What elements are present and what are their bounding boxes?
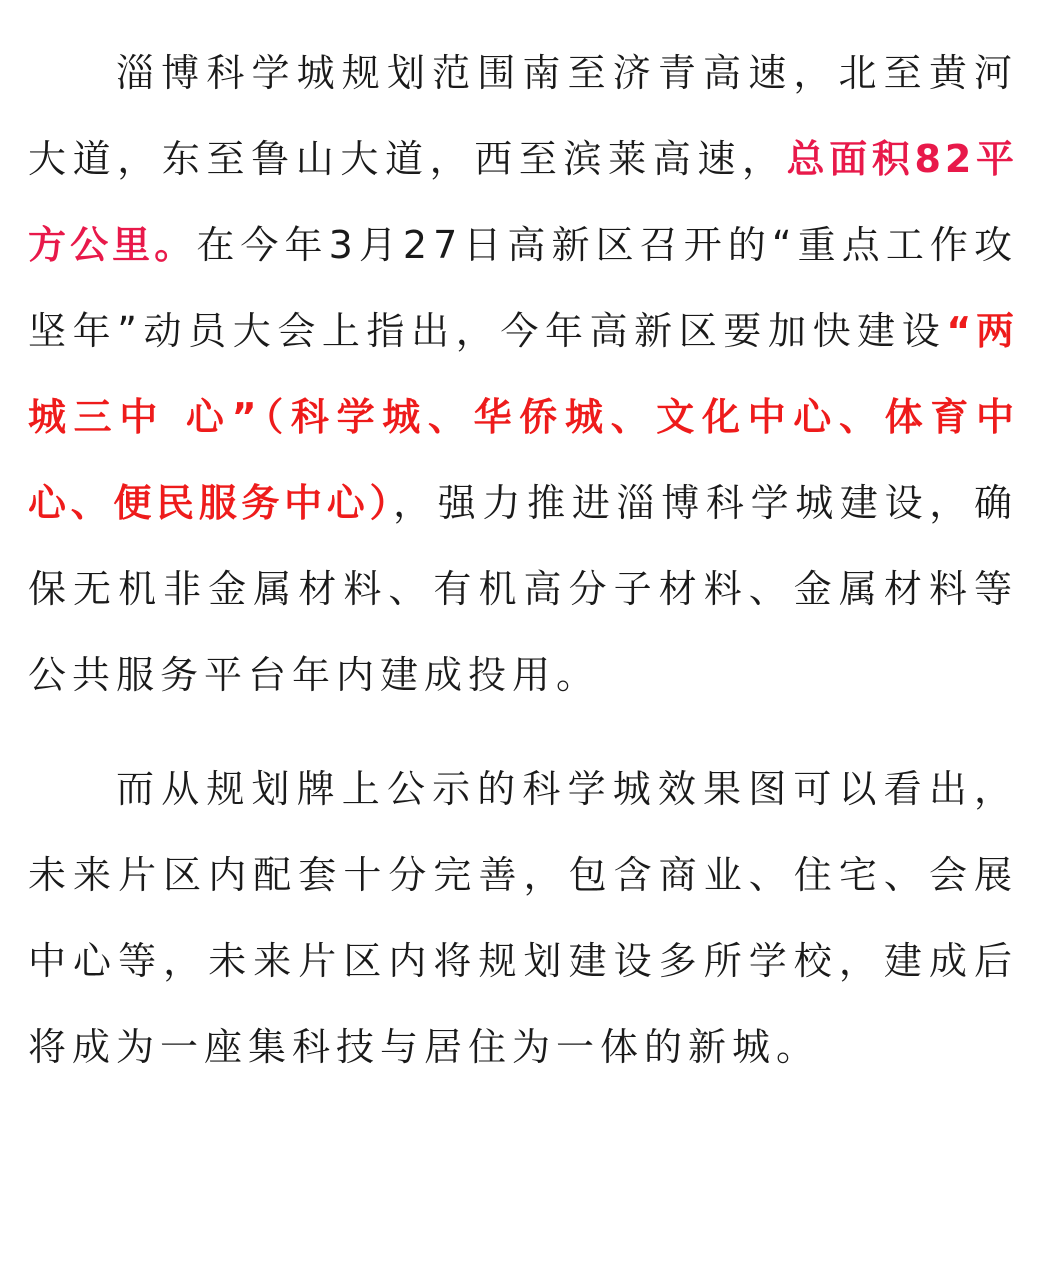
paragraph-rendering-description [28, 746, 1018, 1090]
paragraph-text: 淄博科学城规划范围南至济青高速，北至黄河大道，东至鲁山大道，西至滨莱高速， [28, 51, 1018, 181]
article-body [28, 30, 1018, 1090]
paragraph-text: ，强力推进淄博科学城建设，确保无机非金属材料、有机高分子材料、金属材料等公共服务平台年内建成投用。 [28, 481, 1018, 697]
paragraph-science-city-scope [28, 30, 1018, 718]
paragraph-text: 在今年3月27日高新区召开的“重点工作攻坚年”动员大会上指出，今年高新区要加快建设 [28, 223, 1018, 353]
highlight-two-cities-three-centers: “两城三中 心”（科学城、华侨城、文化中心、体育中 心、便民服务中心） [28, 309, 1018, 525]
paragraph-text: 而从规划牌上公示的科学城效果图可以看出，未来片区内配套十分完善，包含商业、住宅、会展中心等，未来片区内将规划建设多所学校，建成后将成为一座集科技与居住为一体的新城。 [28, 767, 1018, 1069]
highlight-total-area: 总面积82平方公里。 [28, 137, 1018, 267]
